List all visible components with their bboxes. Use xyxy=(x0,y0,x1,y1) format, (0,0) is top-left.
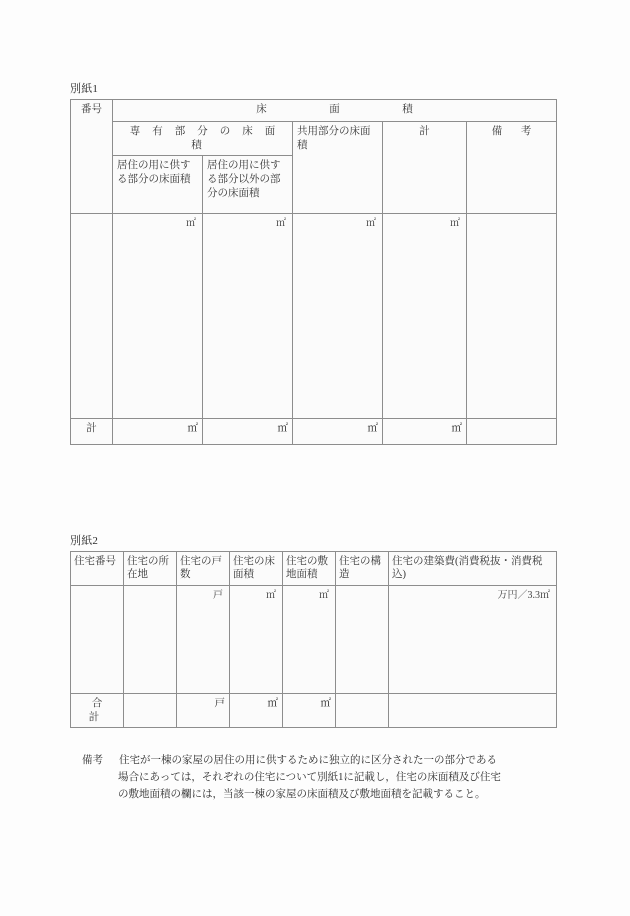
sheet2-header-row xyxy=(71,552,557,586)
sheet1-unit-non-residential: ㎡ xyxy=(276,218,286,229)
sheet2-header-site-area: 住宅の敷地面積 xyxy=(283,552,336,586)
sheet2-header-structure: 住宅の構造 xyxy=(336,552,389,586)
sheet2-cell-house-number[interactable] xyxy=(71,586,124,694)
sheet2-header-location: 住宅の所在地 xyxy=(124,552,177,586)
sheet2-header-construction-cost: 住宅の建築費(消費税抜・消費税込) xyxy=(389,552,557,586)
sheet1-body-row xyxy=(71,214,557,419)
sheet2-unit-units-count: 戸 xyxy=(213,590,223,601)
sheet2-cell-construction-cost[interactable] xyxy=(389,586,557,694)
sheet2-header-floor-area: 住宅の床面積 xyxy=(230,552,283,586)
sheet1-table xyxy=(70,99,557,445)
sheet2-cell-site-area[interactable] xyxy=(283,586,336,694)
sheet1-total-residential[interactable]: ㎡ xyxy=(113,419,203,445)
sheet1-cell-number[interactable] xyxy=(71,214,113,419)
sheet1-section xyxy=(70,83,557,445)
sheet2-cell-floor-area[interactable] xyxy=(230,586,283,694)
sheet1-header-exclusive-group: 専有部分の床面積 xyxy=(113,122,293,156)
sheet2-cell-structure[interactable] xyxy=(336,586,389,694)
footnote-line-2 xyxy=(70,769,570,786)
sheet2-cell-units-count[interactable] xyxy=(177,586,230,694)
sheet1-label: 別紙1 xyxy=(70,83,99,95)
sheet1-cell-common[interactable] xyxy=(293,214,383,419)
sheet1-total-row xyxy=(71,419,557,445)
sheet1-total-total[interactable]: ㎡ xyxy=(383,419,467,445)
sheet2-total-units-count[interactable]: 戸 xyxy=(177,694,230,728)
sheet2-body-row xyxy=(71,586,557,694)
sheet1-total-non-residential[interactable]: ㎡ xyxy=(203,419,293,445)
sheet1-header-row-mid xyxy=(71,122,557,156)
sheet2-total-site-area[interactable]: ㎡ xyxy=(283,694,336,728)
sheet2-unit-site-area: ㎡ xyxy=(319,590,329,601)
sheet2-total-construction-cost[interactable] xyxy=(389,694,557,728)
sheet2-total-structure[interactable] xyxy=(336,694,389,728)
sheet1-header-number: 番号 xyxy=(71,100,113,214)
sheet2-total-location[interactable] xyxy=(124,694,177,728)
sheet1-header-common-area: 共用部分の床面積 xyxy=(293,122,383,214)
sheet1-total-remarks[interactable] xyxy=(467,419,557,445)
sheet1-header-row-top xyxy=(71,100,557,122)
sheet1-total-label: 計 xyxy=(71,419,113,445)
sheet1-header-remarks: 備 考 xyxy=(467,122,557,214)
sheet1-header-non-residential-area: 居住の用に供する部分以外の部分の床面積 xyxy=(203,156,293,214)
sheet2-total-floor-area[interactable]: ㎡ xyxy=(230,694,283,728)
footnote-text-3: の敷地面積の欄には，当該一棟の家屋の床面積及び敷地面積を記載すること。 xyxy=(118,789,486,800)
sheet1-header-floor-area-span: 床 面 積 xyxy=(113,100,557,122)
sheet2-unit-construction-cost: 万円／3.3㎡ xyxy=(497,590,550,601)
sheet1-cell-non-residential[interactable] xyxy=(203,214,293,419)
sheet2-cell-location[interactable] xyxy=(124,586,177,694)
footnote-label: 備考 xyxy=(82,755,103,766)
sheet2-table xyxy=(70,551,557,728)
footnote xyxy=(70,752,570,803)
sheet2-unit-floor-area: ㎡ xyxy=(266,590,276,601)
sheet1-unit-residential: ㎡ xyxy=(186,218,196,229)
sheet2-header-units-count: 住宅の戸数 xyxy=(177,552,230,586)
footnote-text-1: 住宅が一棟の家屋の居住の用に供するために独立的に区分された一の部分である xyxy=(119,755,497,766)
sheet2-label: 別紙2 xyxy=(70,535,99,547)
footnote-line-1 xyxy=(70,752,570,769)
sheet2-total-label: 合 計 xyxy=(71,694,124,728)
sheet2-header-house-number: 住宅番号 xyxy=(71,552,124,586)
sheet1-header-residential-area: 居住の用に供する部分の床面積 xyxy=(113,156,203,214)
sheet1-cell-total[interactable] xyxy=(383,214,467,419)
sheet1-cell-remarks[interactable] xyxy=(467,214,557,419)
sheet1-header-total: 計 xyxy=(383,122,467,214)
sheet1-unit-total: ㎡ xyxy=(450,218,460,229)
sheet2-total-row xyxy=(71,694,557,728)
footnote-text-2: 場合にあっては，それぞれの住宅について別紙1に記載し，住宅の床面積及び住宅 xyxy=(118,772,501,783)
sheet1-unit-common: ㎡ xyxy=(366,218,376,229)
sheet2-section xyxy=(70,535,557,728)
footnote-line-3 xyxy=(70,786,570,803)
sheet1-total-common[interactable]: ㎡ xyxy=(293,419,383,445)
sheet1-cell-residential[interactable] xyxy=(113,214,203,419)
